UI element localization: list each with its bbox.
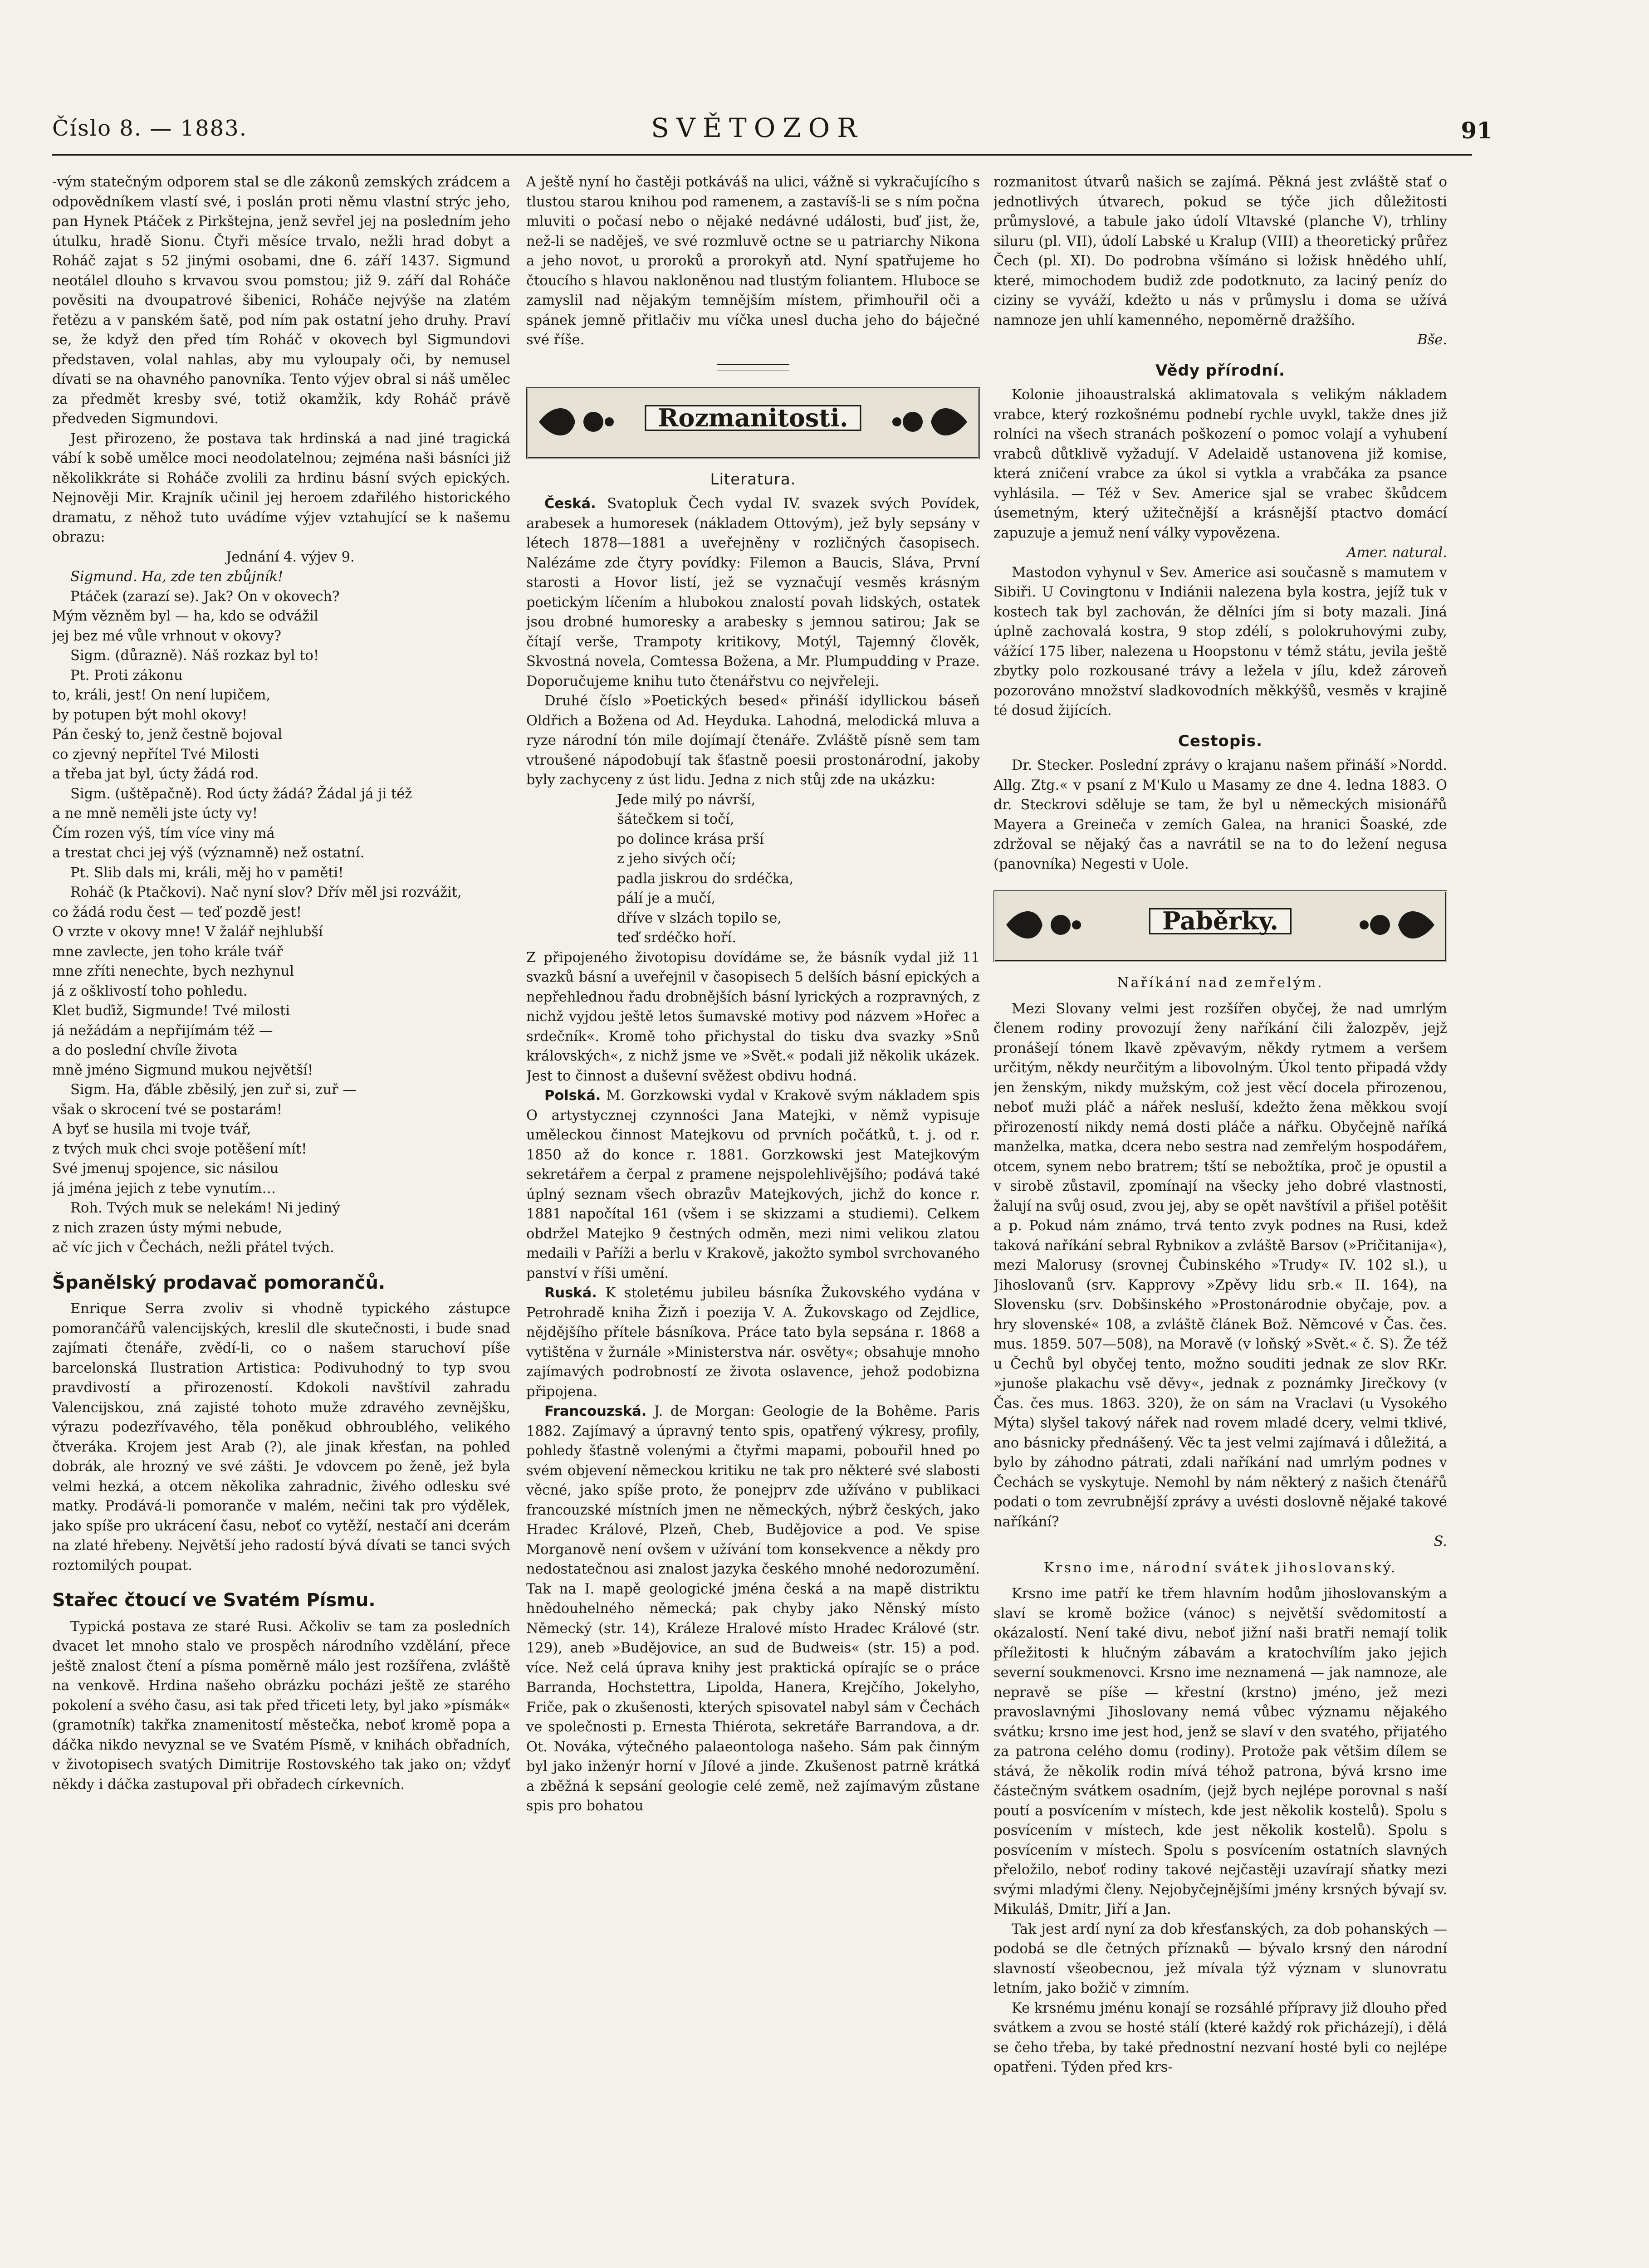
verse-line: A byť se husila mi tvoje tvář, xyxy=(52,1121,251,1137)
verse-line: mně jméno Sigmund mukou největší! xyxy=(52,1062,313,1078)
paragraph: Ke krsnému jménu konají se rozsáhlé přípravy již dlouho před svátkem a zvou se hosté stálí (které každý rok přicházejí), i dělá se čeho třeba, by také přednostní nezvaní hosté byli co nejlépe opatřeni. Týden před krs- xyxy=(993,2000,1447,2075)
ornament-icon xyxy=(534,399,616,445)
separator xyxy=(717,364,789,371)
verse-line: mne zavlecte, jen toho krále tvář xyxy=(52,943,283,960)
verse-line: padla jiskrou do srdéčka, xyxy=(617,870,794,887)
verse-line: co zjevný nepřítel Tvé Milosti xyxy=(52,746,259,763)
paragraph: Dr. Stecker. Poslední zprávy o krajanu našem přináší »Nordd. Allg. Ztg.« v psaní z M'Kulo u Masamy ze dne 4. ledna 1883. O dr. Steckrovi sděluje se tam, že byl u německých misionářů Mayera a Greineča v zemích Galea, na hranici Šoaské, zde zdržoval se nějaký čas a navrátil se na to do ležení negusa (panovníka) Negesti v Uole. xyxy=(993,758,1447,872)
verse-line: O vrzte v okovy mne! V žalář nejhlubší xyxy=(52,924,323,940)
verse-line: z nich zrazen ústy mými nebude, xyxy=(52,1220,283,1236)
verse-line: Klet buďiž, Sigmunde! Tvé milosti xyxy=(52,1003,290,1019)
lead-label: Ruská. xyxy=(544,1285,597,1301)
column-3 xyxy=(993,172,1447,2223)
signature: S. xyxy=(1434,1534,1447,1549)
verse-line: Pt. Proti zákonu xyxy=(70,667,183,684)
paragraph: Kolonie jihoaustralská aklimatovala s velikým nákladem vrabce, který rozkošnému podnebí rychle uvykl, takže dnes již rolníci na všech stranách poškození o pomoc volají a vyhubení vrabců důtklivě vyžadují. V Adelaidě ustanovena již komise, která zničení vrabce za úkol si vytkla a vrabčáka za psance vyhlásila. — Též v Sev. Americe sjal se vrabec škůdcem úsemetným, který užitečnější a krásnější ptactvo domácí zapuzuje a jemuž není války vypovězena. xyxy=(993,387,1447,541)
drama-excerpt xyxy=(52,547,510,1258)
verse-line: Roháč (k Ptačkovi). Nač nyní slov? Dřív měl jsi rozvážit, xyxy=(70,885,462,900)
column-1 xyxy=(52,172,510,2223)
paragraph: Mastodon vyhynul v Sev. Americe asi současně s mamutem v Sibiři. U Covingtonu v Indiánii nalezena byla kostra, jejíž tuk v kostech tak byl zachován, že dělníci jím si boty mazali. Jiná úplně zachovalá kostra, 9 stop zdélí, s polokruhovými zuby, vážící 175 liber, nalezena u Hoopstonu v témž státu, jevila ještě zbytky polo rozkousané trávy a ležela v jílu, kdež zároveň pozorováno množství sladkovodních měkkýšů, vesměs v krajině té dosud žijících. xyxy=(993,564,1447,719)
paragraph: Tak jest ardí nyní za dob křesťanských, za dob pohanských — podobá se dle četných příznaků — bývalo krsný den národní slavností všeobecnou, jež mívala týž význam v slunovratu letním, jako božič v zimním. xyxy=(993,1921,1447,1996)
paragraph: -vým statečným odporem stal se dle zákonů zemských zrádcem a odpovědníkem vlastí své, i poslán proti němu vlastní strýc jeho, pan Hynek Ptáček z Pirkštejna, jenž sevřel jej na posledním jeho útulku, hradě Sionu. Čtyři měsíce trvalo, nežli hrad dobyt a Roháč zajat s 52 jinými osobami, dne 6. září 1437. Sigmund neotálel dlouho s krvavou svou pomstou; již 9. září dal Roháče pověsiti na dvoupatrové šibenici, Roháče nejvýše na zlatém řetězu a v panském šatě, pod ním pak ostatní jeho druhy. Praví se, že když den před tím Roháč v okovech byl Sigmundovi představen, volal nahlas, aby mu vyloupaly oči, by nemusel dívati se na ohavného panovníka. Tento výjev obral si náš umělec za předmět kresby své, totiž okamžik, kdy Roháč právě předveden Sigmundovi. xyxy=(52,174,510,427)
paragraph: Krsno ime patří ke třem hlavním hodům jihoslovanským a slaví se kromě božice (vánoc) s největší svědomitostí a okázalostí. Není také divu, neboť jižní naši bratři nemají tolik příležitosti k hlučným zábavám a kratochvílím jako jejich severní soukmenovci. Krsno ime neznamená — jak namnoze, ale nepravě se píše — křestní (krstno) jméno, jež mezi pravoslavnými Jihoslovany nemá vůbec významu nějakého svátku; krsno ime jest hod, jenž se slaví v den svatého, přijatého za patrona celého domu (rodiny). Protože pak většim dílem se stává, že několik rodin mívá téhož patrona, bývá krsno ime částečným svátkem osadním, (jejž bych nejlépe porovnal s naší poutí a posvícením v místech, kde jest několik kostelů). Spolu s posvícením v místech, kde jest několik kostelů). Spolu s posvícením v místech. Spolu s posvícením ostatních slavných přeložilo, neboť rodiny takové nejčastěji uzavírají sňatky mezi svými mladými členy. Nejobyčejnějšími jmény krsných bývají sv. Mikuláš, Dmitr, Jiří a Jan. xyxy=(993,1586,1447,1917)
verse-line: Své jmenuj spojence, sic násilou xyxy=(52,1161,279,1177)
page-number: 91 xyxy=(1461,117,1492,144)
section-banner xyxy=(526,387,980,459)
paragraph: Z připojeného životopisu dovídáme se, že básník vydal již 11 svazků básní a uveřejnil v časopisech 5 delších básní epických a nepřehlednou řadu drobnějších básní lyrických a rozpravných, z nichž vyjdou ještě letos šumavské motivy pod názvem »Hořec a srdečník«. Kromě toho přichystal do tisku dva svazky »Snů královských«, z nichž jsme ve »Svět.« podali již několik ukázek. Jest to činnost a duševní svěžest obdivu hodná. xyxy=(526,949,980,1084)
lead-label: Česká. xyxy=(544,496,596,512)
verse-line: Sigm. Ha, ďáble zběsilý, jen zuř si, zuř — xyxy=(70,1082,357,1098)
verse-line: mne zříti nenechte, bych nezhynul xyxy=(52,963,294,979)
poem xyxy=(526,790,980,948)
subsection-heading: Literatura. xyxy=(710,470,796,489)
signature: Bše. xyxy=(1417,332,1447,348)
source-note: Amer. natural. xyxy=(1346,545,1447,561)
paragraph: Enrique Serra zvoliv si vhodně typického zástupce pomorančářů valencijských, kreslil dle skutečnosti, i bude snad zajímati čtenáře, zvědí-li, co o našem staruchoví píše barcelonská Ilustration Artistica: Podivuhodný to typ svou pravdivostí a přirozeností. Kdokoli navštívil zahradu Valencijskou, zná zajisté tohoto muže zdravého zevnějšku, výrazu podezřívavého, těla poněkud obhroublého, velikého čtveráka. Krojem jest Arab (?), ale jinak křesťan, na pohled dobrák, ale hrozný ve své zášti. Je vdovcem po ženě, jež byla velmi hezká, a otcem několika zahradnic, živého odlesku své matky. Prodává-li pomoranče v malém, nečini tak pro výdělek, jako spíše pro ukrácení času, neboť co vytěží, nestačí ani dcerám na zlaté hřebeny. Největší jeho radostí bývá dívati se tanci svých roztomilých poupat. xyxy=(52,1301,510,1574)
header-rule xyxy=(52,154,1472,156)
lead-label: Francouzská. xyxy=(544,1403,647,1419)
masthead: SVĚTOZOR xyxy=(651,112,864,143)
section-title: Paběrky. xyxy=(1149,908,1292,934)
verse-line: já nežádám a nepřijímám též — xyxy=(52,1022,273,1039)
verse-line: Jede milý po návrší, xyxy=(617,792,756,808)
verse-line: já z ošklivostí toho pohledu. xyxy=(52,983,248,999)
verse-line: jej bez mé vůle vrhnout v okovy? xyxy=(52,628,282,644)
section-heading: Španělský prodavač pomorančů. xyxy=(52,1272,386,1293)
paragraph: Jest přirozeno, že postava tak hrdinská a nad jiné tragická vábí k sobě umělce moci neodolatelnou; zejména naši básníci již několikkráte si Roháče zvolili za hrdinu básní svých epických. Nejnověji Mir. Krajník učinil jej heroem zdařilého historického dramatu, z něhož tuto uvádíme výjev vztahující se k našemu obrazu: xyxy=(52,430,510,545)
verse-line: z jeho sivých očí; xyxy=(617,851,736,867)
article-title: Krsno ime, národní svátek jihoslovanský. xyxy=(1043,1559,1397,1576)
subsection-heading: Vědy přírodní. xyxy=(1155,361,1285,380)
verse-line: Ptáček (zarazí se). Jak? On v okovech? xyxy=(70,588,340,605)
verse-line: Čím rozen výš, tím více viny má xyxy=(52,825,275,841)
lead-label: Polská. xyxy=(544,1088,601,1104)
article-title: Naříkání nad zemřelým. xyxy=(1117,975,1324,991)
column-2 xyxy=(526,172,980,2223)
verse-line: by potupen být mohl okovy! xyxy=(52,707,248,723)
paragraph: rozmanitost útvarů našich se zajímá. Pěkná jest zvláště stať o jednotlivých útvarech, pokud se týče jich důležitosti průmyslové, a tabule jako údolí Vltavské (planche V), trhliny siluru (pl. VII), údolí Labské u Kralup (VIII) a theoretický průřez Čech (pl. XI). Do podrobna všímáno si ložisk hnědého uhlí, které, mimochodem budiž zde podotknuto, za laciný peníz do ciziny se vyváží, kdežto u nás v průmyslu i doma se užívá namnoze jen uhlí kamenného, nepoměrně dražšího. xyxy=(993,174,1447,328)
section-title: Rozmanitosti. xyxy=(645,405,861,431)
verse-line: Mým vězněm byl — ha, kdo se odvážil xyxy=(52,608,318,624)
verse-line: ač víc jich v Čechách, nežli přátel tvých. xyxy=(52,1240,334,1256)
verse-line: já jména jejich z tebe vynutím… xyxy=(52,1180,276,1197)
verse-line: Sigm. (důrazně). Náš rozkaz byl to! xyxy=(70,648,319,664)
verse-line: pálí je a mučí, xyxy=(617,890,716,906)
verse-line: z tvých muk chci svoje potěšení mít! xyxy=(52,1141,307,1157)
paragraph: Svatopluk Čech vydal IV. svazek svých Povídek, arabesek a humoresek (nákladem Ottovým), jež byly sepsány v létech 1878—1881 a uveřejněny v rozličných časopisech. Nalézáme zde čtyry povídky: Filemon a Baucis, Sláva, První starosti a Hovor listí, jež se vyznačují vesměs krásným poetickým líčením a hlubokou znalostí povah lidských, ostatek jsou drobné humoresky a arabesky s jemnou satirou; Jak se čítají verše, Trampoty kritikovy, Motýl, Tajemný člověk, Skvostná novela, Comtessa Božena, a Mr. Plumpudding v Praze. Doporučujeme knihu tuto čtenářstvu co nejvřeleji. xyxy=(526,496,980,689)
paragraph: A ještě nyní ho častěji potkáváš na ulici, vážně si vykračujícího s tlustou starou knihou pod ramenem, a zastavíš-li se s ním počna mluviti o počasí nebo o nějaké nedávné události, buď jist, že, než-li se naděješ, ve své rozmluvě octne se u patriarchy Nikona a jeho novot, u proroků a prorokyň atd. Nyní spatřujeme ho čtoucího s hlavou nakloněnou nad tlustým foliantem. Hluboce se zamyslil nad nějakým temnějším místem, přimhouřil oči a spánek jemně přitlačiv mu víčka unesl ducha jeho do báječné své říše. xyxy=(526,174,980,348)
verse-line: to, králi, jest! On není lupičem, xyxy=(52,687,271,703)
paragraph: K stoletému jubileu básníka Žukovského vydána v Petrohradě kniha Žizň i poezija V. A. Žukovskago od Zejdlice, nějdějšího přítele básníkova. Práce tato byla sepsána r. 1868 a vytištěna v žurnále »Ministerstva nár. osvěty«; obsahuje mnoho zajímavých podrobností ze života oslavence, jehož podobizna připojena. xyxy=(526,1285,980,1400)
section-banner xyxy=(993,890,1447,962)
verse-line: však o skrocení tvé se postarám! xyxy=(52,1101,283,1118)
verse-line: Sigm. (uštěpačně). Rod úcty žádá? Žádal já ji též xyxy=(70,786,412,802)
verse-line: teď srdéčko hoří. xyxy=(617,930,736,946)
verse-line: a ne mně neměli jste úcty vy! xyxy=(52,806,258,821)
paragraph: Mezi Slovany velmi jest rozšířen obyčej, že nad umrlým členem rodiny provozují ženy naříkání čili žalozpěv, jejž pronášejí tónem lkavě zpěvavým, někdy rytmem a veršem určitým, někdy neurčitým a libovolným. Úkol tento připadá vždy jen ženským, nikdy mužským, což jest věcí docela přirozenou, neboť muži pláč a nářek nesluší, kdežto žena měkkou svojí přirozeností nikdy nemá dosti pláče a nářku. Obyčejně naříká manželka, matka, dcera nebo sestra nad zemřelým hospodářem, otcem, synem nebo bratrem; tští se nebožtíka, proč je opustil a v sirobě zůstavil, zpomínají na všecky jeho dobré vlastnosti, žalují na svůj osud, zvou jej, aby se opět navštívil a přišel potěšit a p. Pokud nám známo, trvá tento zvyk podnes na Rusi, kdež taková naříkání sebral Rybnikov a zvláště Barsov (»Pričitanija«), mezi Malorusy (srovnej Čubinského »Trudy« IV. 102 sl.), u Jihoslovanů (srv. Kapprovy »Zpěvy lidu srb.« II. 164), na Slovensku (srv. Dobšinského »Prostonárodnie obyčaje, pov. a hry slovenské« 108, a zvláště článek Bož. Němcové v Čas. čes. mus. 1859. 507—508), na Moravě (v loňský »Svět.« č. S). Že též u Čechů byl obyčej tento, možno souditi jednak ze slov RKr. »junoše plakachu vsě děvy«, jednak z poznámky Jirečkovy (v Čas. čes mus. 1863. 320), že on sám na Vraclavi (u Vysokého Mýta) slyšel takový nářek nad rovem mladé dcery, velmi tklivé, ano básnicky přednášený. Věc ta jest velmi zajímavá i důležitá, a bylo by záhodno pátrati, zdali naříkání nad umrlým podnes v Čechách se vyskytuje. Nemohl by nám některý z našich čtenářů podati o tom zevrubnější zprávy a uvésti doslovně nějaké takové naříkání? xyxy=(993,1001,1447,1530)
page-header xyxy=(0,0,1649,172)
scene-heading: Jednání 4. výjev 9. xyxy=(226,549,355,565)
ornament-icon xyxy=(890,399,972,445)
paragraph: J. de Morgan: Geologie de la Bohême. Paris 1882. Zajímavý a úpravný tento spis, opatřený výkresy, profily, pohledy šťastně volenými a čtyřmi mapami, pobouřil hned po svém objevení německou kritiku ne tak pro některé své slabosti věcné, jako spíše proto, že ponejprv zde užíváno v publikaci francouzské místních jmen ne německých, nýbrž českých, jako Hradec Králové, Plzeň, Cheb, Budějovice a pod. Ve spise Morganově není ovšem v užívání tom konsekvence a někdy pro nedostatečnou asi znalost jazyka českého mnohé nedorozumění. Tak na I. mapě geologické jména česká a na mapě distriktu hnědouhelného německá; pak chyby jako Něnský místo Německý (str. 14), Králeze Hralové místo Hradec Králové (str. 129), aneb »Budějovice, an sud de Budweis« (str. 15) a pod. více. Než celá úprava knihy jest praktická opírajíc se o práce Barranda, Hochstettra, Lipolda, Hanera, Krejčího, Jokelyho, Friče, pak o zkušenosti, kterých spisovatel nabyl sám v Čechách ve společnosti p. Ernesta Thiérota, sekretáře Barrandova, a dr. Ot. Nováka, výtečného palaeontologa našeho. Sám pak činným byl jako inženýr horní v Jílové a jinde. Zkušenost patrně krátká a zběžná k sepsání geologie celé země, než zajímavým zůstane spis pro bohatou xyxy=(526,1403,980,1814)
verse-line: Pt. Slib dals mi, králi, měj ho v paměti! xyxy=(70,865,344,881)
verse-line: dříve v slzách topilo se, xyxy=(617,910,782,926)
verse-line: a třeba jat byl, úcty žádá rod. xyxy=(52,766,259,782)
subsection-heading: Cestopis. xyxy=(1178,732,1262,750)
verse-line: a do poslední chvíle života xyxy=(52,1042,238,1058)
verse-line: co žádá rodu čest — teď pozdě jest! xyxy=(52,904,302,920)
verse-line: Pán český to, jenž čestně bojoval xyxy=(52,727,283,743)
verse-line: a trestat chci jej výš (významně) než ostatní. xyxy=(52,845,365,861)
verse-line: šátečkem si točí, xyxy=(617,811,734,827)
ornament-icon xyxy=(1357,902,1439,948)
issue-number: Číslo 8. — 1883. xyxy=(52,116,247,141)
section-heading: Stařec čtoucí ve Svatém Písmu. xyxy=(52,1590,376,1611)
verse-line: Sigmund. Ha, zde ten zbůjník! xyxy=(70,569,284,585)
verse-line: Roh. Tvých muk se nelekám! Ni jediný xyxy=(70,1200,340,1216)
paragraph: Druhé číslo »Poetických besed« přináší idyllickou báseň Oldřich a Božena od Ad. Heyduka. Lahodná, melodická mluva a ryze národní tón mile dojímají čtenáře. Zvláště písně sem tam vtroušené nápodobují tak šťastně poesii prostonárodní, jakoby byly zachyceny z úst lidu. Jedna z nich stůj zde na ukázku: xyxy=(526,693,980,788)
verse-line: po dolince krása prší xyxy=(617,831,764,847)
ornament-icon xyxy=(1002,902,1083,948)
paragraph: M. Gorzkowski vydal v Krakově svým nákladem spis O artystycznej czynności Jana Matejki, v němž vypisuje uměleckou činnost Matejkovu od prvních počátků, t. j. od r. 1850 až do konce r. 1881. Gorzkowski jest Matejkovým sekretářem a čerpal z pramene nejspolehlivějšího; podává také úplný seznam všech obrazův Matejkových, jichž do konce r. 1881 napočítal 161 (všem i se skizzami a studiemi). Celkem obdržel Matejko 9 čestných odměn, mezi nimi velikou zlatou medaili v Paříži a berlu v Krakově, jakožto symbol svrchovaného panství v říši umění. xyxy=(526,1088,980,1281)
paragraph: Typická postava ze staré Rusi. Ačkoliv se tam za posledních dvacet let mnoho stalo ve prospěch národního vzdělání, přece ještě znalost čtení a písma poměrně málo jest rozšířena, zvláště na venkově. Hrdina našeho obrázku pocházi ještě ze starého pokolení a svého času, asi tak před třiceti lety, byl jako »písmák« (gramotník) takřka znamenitostí městečka, neboť kromě popa a dáčka nikdo nevyznal se ve Svatém Písmě, v knihách obřadních, v životopisech svatých Dimitrije Rostovského tak jako on; vždyť někdy i dáčka zastupoval při obřadech církevních. xyxy=(52,1618,510,1793)
